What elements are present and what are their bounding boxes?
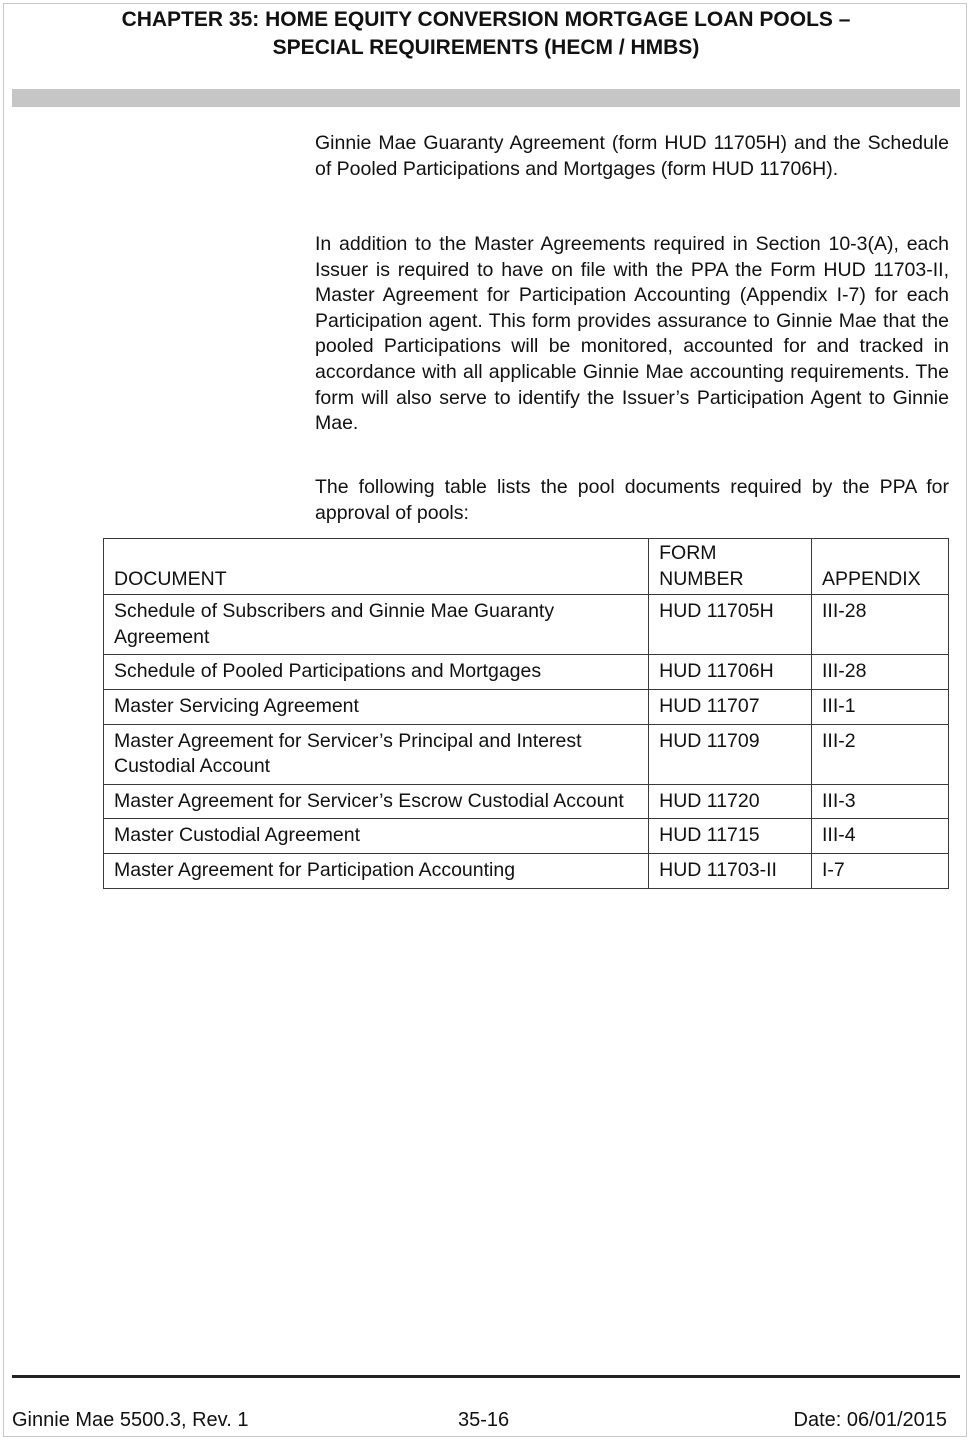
body-paragraph-1: Ginnie Mae Guaranty Agreement (form HUD 11705H) and the Schedule of Pooled Participations and Mortgages (form HUD 11706H). [315,132,949,180]
header-document: DOCUMENT [104,539,649,595]
cell-appendix: III-2 [812,724,949,784]
cell-appendix: III-4 [812,819,949,854]
cell-appendix: III-28 [812,655,949,690]
footer-date: Date: 06/01/2015 [793,1409,947,1431]
table-row [104,595,949,655]
table-row [104,655,949,690]
chapter-title-line-2: SPECIAL REQUIREMENTS (HECM / HMBS) [272,36,700,59]
table-row [104,784,949,819]
body-paragraph-2: In addition to the Master Agreements required in Section 10-3(A), each Issuer is required to have on file with the PPA the Form HUD 11703-II, Master Agreement for Participation Accounting (Appendix I-7) for each Participation agent. This form provides assurance to Ginnie Mae that the pooled Participations will be monitored, accounted for and tracked in accordance with all applicable Ginnie Mae accounting requirements. The form will also serve to identify the Issuer’s Participation Agent to Ginnie Mae. [315,233,949,435]
cell-form: HUD 11707 [649,689,812,724]
table-row [104,819,949,854]
cell-form: HUD 11709 [649,724,812,784]
cell-document: Master Agreement for Servicer’s Principal and Interest Custodial Account [104,724,649,784]
header-form-line-2: NUMBER [659,567,744,590]
header-form-line-1: FORM [659,542,717,564]
cell-document: Master Custodial Agreement [104,819,649,854]
footer-divider [12,1375,960,1378]
cell-form: HUD 11715 [649,819,812,854]
cell-appendix: I-7 [812,853,949,888]
cell-document: Schedule of Pooled Participations and Mortgages [104,655,649,690]
header-form-number [649,539,812,595]
footer-page-number: 35-16 [458,1409,510,1431]
table-header-row [104,539,949,595]
header-appendix: APPENDIX [812,539,949,595]
body-paragraph-3: The following table lists the pool documents required by the PPA for approval of pools: [315,476,949,524]
cell-document: Master Agreement for Participation Accounting [104,853,649,888]
table-row [104,853,949,888]
footer-document-id: Ginnie Mae 5500.3, Rev. 1 [12,1409,249,1431]
cell-form: HUD 11706H [649,655,812,690]
chapter-header [0,6,972,62]
chapter-title-line-1: CHAPTER 35: HOME EQUITY CONVERSION MORTGAGE LOAN POOLS – [121,8,851,31]
cell-form: HUD 11703-II [649,853,812,888]
cell-appendix: III-28 [812,595,949,655]
cell-form: HUD 11720 [649,784,812,819]
cell-document: Schedule of Subscribers and Ginnie Mae Guaranty Agreement [104,595,649,655]
cell-document: Master Agreement for Servicer’s Escrow Custodial Account [104,784,649,819]
table-row [104,724,949,784]
cell-appendix: III-3 [812,784,949,819]
cell-document: Master Servicing Agreement [104,689,649,724]
table-row [104,689,949,724]
cell-appendix: III-1 [812,689,949,724]
pool-documents-table [103,538,949,889]
header-divider-bar [12,89,960,107]
cell-form: HUD 11705H [649,595,812,655]
